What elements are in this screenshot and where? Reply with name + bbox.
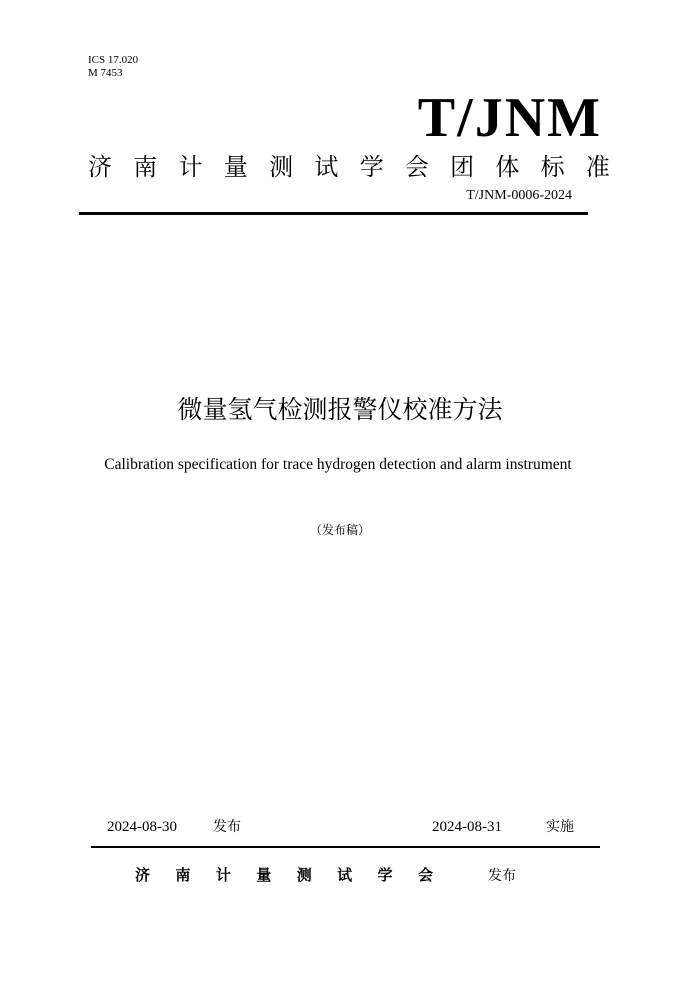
organization-title-char: 团 (450, 153, 475, 181)
publisher-char: 济 (135, 866, 151, 884)
organization-title-char: 计 (178, 153, 203, 181)
publisher-char: 学 (377, 866, 393, 884)
publisher-name (135, 864, 433, 886)
organization-title-char: 准 (585, 153, 610, 181)
organization-title-char: 南 (133, 153, 158, 181)
implementation-date: 2024-08-31 (432, 819, 502, 835)
document-title-chinese: 微量氢气检测报警仪校准方法 (177, 395, 503, 424)
standard-number: T/JNM-0006-2024 (466, 188, 572, 203)
organization-title-char: 量 (223, 153, 248, 181)
standard-mark: T/JNM (417, 87, 602, 149)
publish-label: 发布 (488, 868, 516, 884)
issue-label: 发布 (213, 819, 241, 835)
publisher-char: 计 (215, 866, 231, 884)
header-divider (79, 212, 588, 215)
organization-title-char: 测 (269, 153, 294, 181)
publisher-char: 南 (175, 866, 191, 884)
publisher-char: 会 (417, 866, 433, 884)
organization-title-char: 体 (495, 153, 520, 181)
ics-code: ICS 17.020 (88, 54, 139, 66)
organization-title-char: 试 (314, 153, 339, 181)
organization-title-char: 学 (359, 153, 384, 181)
organization-title-char: 标 (540, 153, 565, 181)
draft-status: （发布稿） (309, 523, 370, 537)
implementation-label: 实施 (546, 819, 574, 835)
organization-title-char: 济 (88, 153, 112, 181)
organization-standard-title (88, 150, 610, 184)
issue-date: 2024-08-30 (107, 819, 177, 835)
publisher-char: 试 (337, 866, 353, 884)
ccs-code: M 7453 (88, 67, 123, 79)
organization-title-char: 会 (404, 153, 429, 181)
document-title-english: Calibration specification for trace hydrogen detection and alarm instrument (104, 456, 572, 473)
footer-divider (91, 846, 600, 848)
publisher-char: 量 (256, 866, 272, 884)
publisher-char: 测 (296, 866, 312, 884)
